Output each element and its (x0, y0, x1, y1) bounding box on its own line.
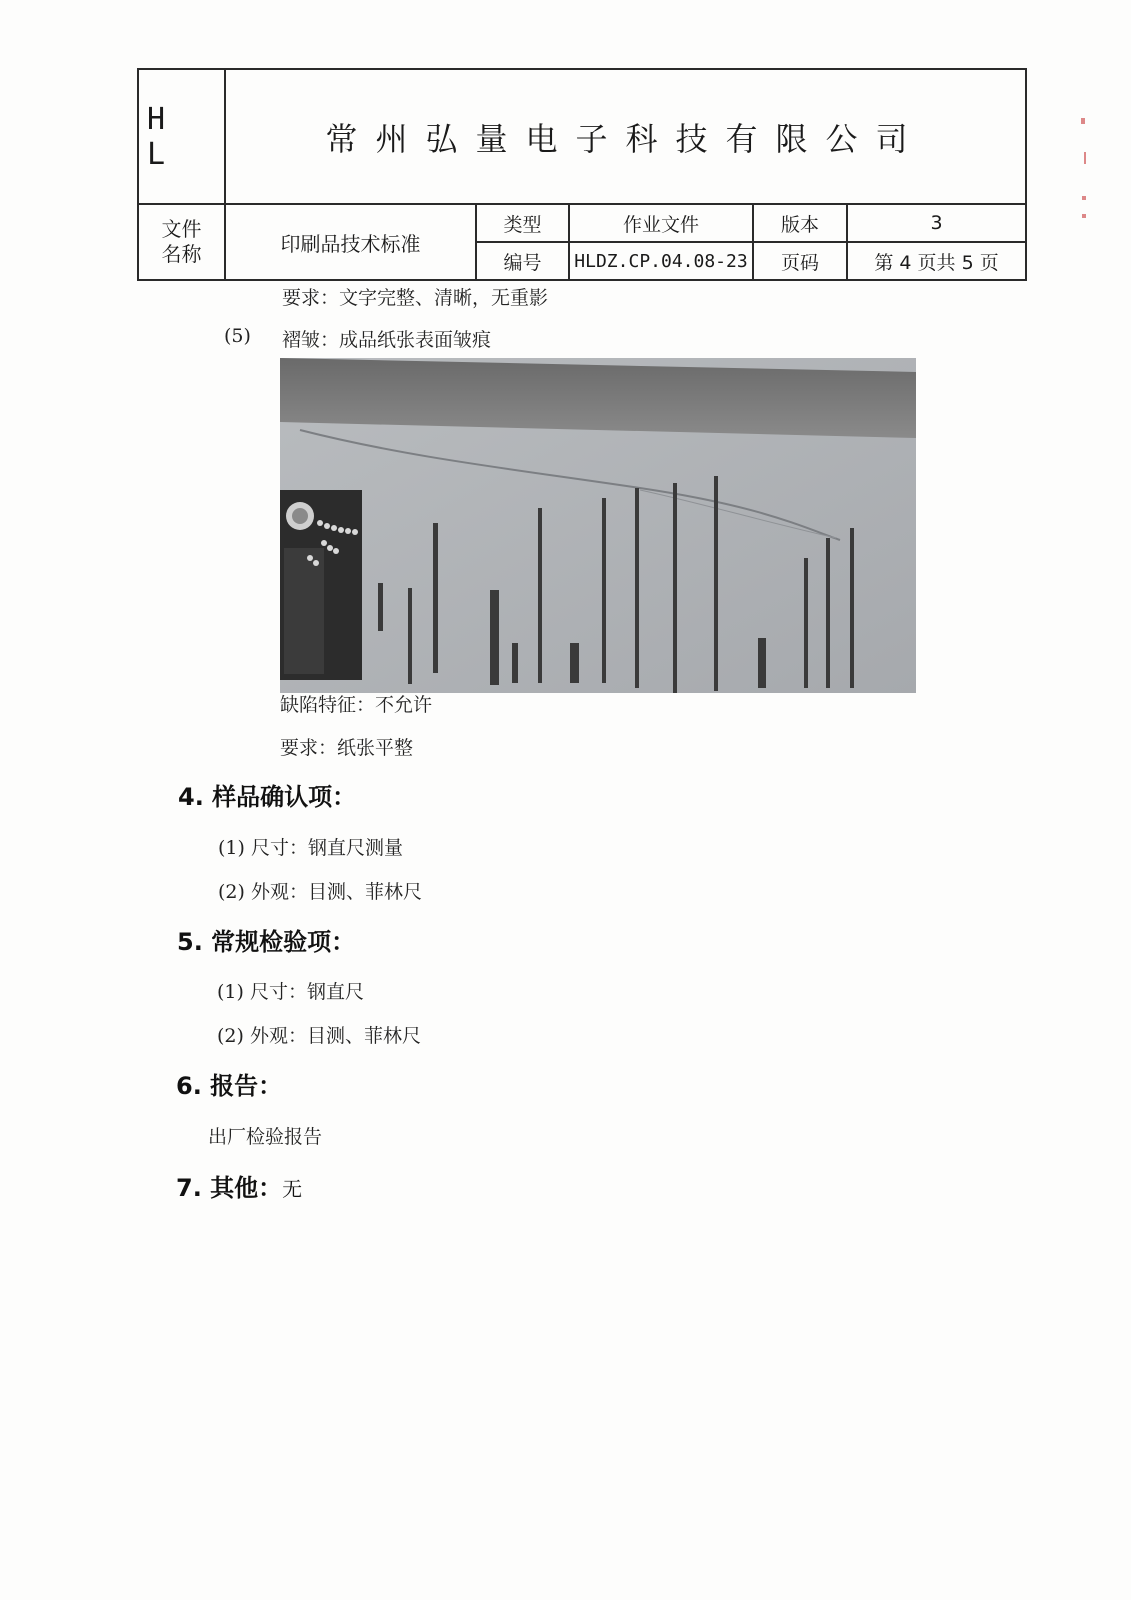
company-logo: H L (138, 69, 225, 204)
file-name-value: 印刷品技术标准 (225, 204, 476, 280)
version-label: 版本 (753, 204, 847, 242)
code-label: 编号 (476, 242, 569, 280)
section-6-body: 出厂检验报告 (208, 1126, 323, 1148)
section-4-item-1: (1) 尺寸：钢直尺测量 (218, 837, 403, 859)
code-value: HLDZ.CP.04.08-23 (569, 242, 753, 280)
section-7-label: 7. 其他： (176, 1174, 283, 1202)
section-5-title: 5. 常规检验项： (177, 928, 356, 956)
type-value: 作业文件 (569, 204, 753, 242)
requirement-paper-flat: 要求：纸张平整 (280, 737, 414, 759)
scan-mark (1084, 152, 1086, 164)
section-4-title: 4. 样品确认项： (178, 783, 357, 811)
version-value: 3 (847, 204, 1026, 242)
type-label: 类型 (476, 204, 569, 242)
scan-mark (1082, 196, 1086, 200)
section-7-title (176, 1168, 302, 1203)
wrinkle-sample-photo (280, 358, 916, 693)
page-value: 第 4 页共 5 页 (847, 242, 1026, 280)
section-5-item-2: (2) 外观：目测、菲林尺 (217, 1025, 421, 1047)
section-7-value: 无 (282, 1177, 303, 1201)
document-header-table (137, 68, 1027, 281)
file-name-label: 文件 名称 (138, 204, 225, 280)
page-label: 页码 (753, 242, 847, 280)
section-5-item-1: (1) 尺寸：钢直尺 (217, 981, 364, 1003)
requirement-text-clarity: 要求：文字完整、清晰，无重影 (282, 287, 549, 309)
defect-feature-text: 缺陷特征：不允许 (280, 694, 433, 716)
company-name: 常州弘量电子科技有限公司 (225, 69, 1026, 204)
section-4-item-2: (2) 外观：目测、菲林尺 (218, 881, 422, 903)
scan-mark (1082, 214, 1086, 218)
section-6-title: 6. 报告： (176, 1072, 283, 1100)
item-5-wrinkle-description: 褶皱：成品纸张表面皱痕 (282, 329, 492, 351)
scan-mark (1081, 118, 1085, 124)
item-5-number: (5) (224, 325, 251, 347)
